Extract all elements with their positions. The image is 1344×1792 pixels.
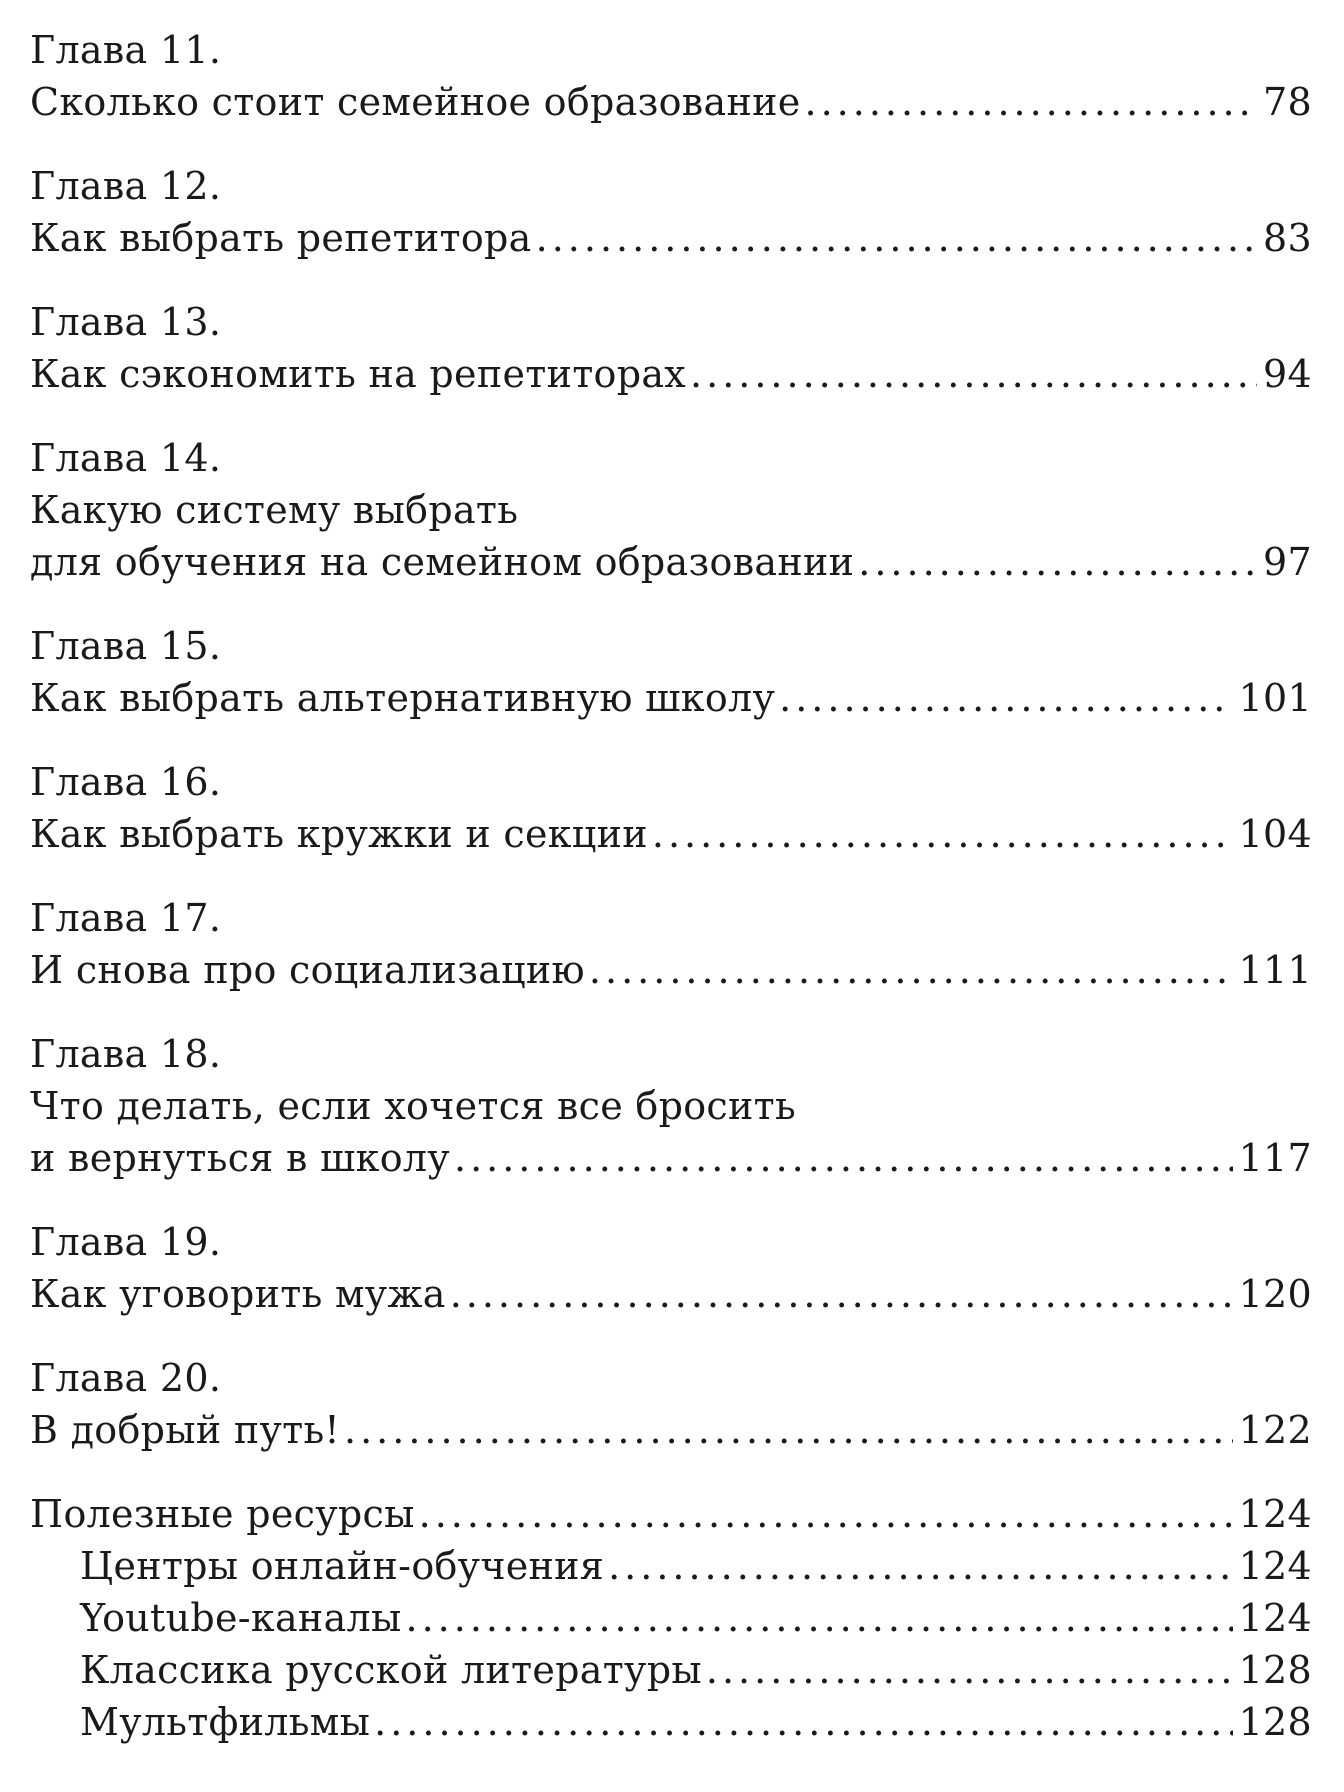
- page-number: 124: [1238, 1492, 1312, 1536]
- dot-leader: [419, 1488, 1233, 1540]
- page-number: 78: [1263, 80, 1312, 124]
- toc-resources-section: [30, 1488, 1312, 1748]
- dot-leader: [450, 1268, 1233, 1320]
- chapter-label: Глава 13.: [30, 300, 222, 344]
- entry-title: Сколько стоит семейное образование: [30, 80, 801, 124]
- dot-leader: [344, 1404, 1233, 1456]
- entry-title: Как выбрать альтернативную школу: [30, 676, 776, 720]
- page-number: 128: [1238, 1648, 1312, 1692]
- chapter-label: Глава 12.: [30, 164, 222, 208]
- toc-chapter-16: [30, 756, 1312, 860]
- entry-title: Центры онлайн-обучения: [80, 1544, 605, 1588]
- entry-title-line[interactable]: Какую систему выбрать: [30, 488, 519, 532]
- entry-title: В добрый путь!: [30, 1408, 340, 1452]
- dot-leader: [406, 1592, 1233, 1644]
- toc-entry[interactable]: [30, 1404, 1312, 1456]
- chapter-label: Глава 17.: [30, 896, 222, 940]
- dot-leader: [652, 808, 1233, 860]
- chapter-label: Глава 20.: [30, 1356, 222, 1400]
- page-number: 117: [1238, 1136, 1312, 1180]
- dot-leader: [805, 76, 1258, 128]
- page-number: 97: [1263, 540, 1312, 584]
- toc-chapter-20: [30, 1352, 1312, 1456]
- page-number: 128: [1238, 1700, 1312, 1744]
- page-number: 94: [1263, 352, 1312, 396]
- page-number: 120: [1238, 1272, 1312, 1316]
- chapter-label: Глава 19.: [30, 1220, 222, 1264]
- dot-leader: [374, 1696, 1232, 1748]
- toc-entry[interactable]: [30, 672, 1312, 724]
- chapter-label: Глава 15.: [30, 624, 222, 668]
- entry-title: Классика русской литературы: [80, 1648, 702, 1692]
- toc-chapter-19: [30, 1216, 1312, 1320]
- toc-chapter-17: [30, 892, 1312, 996]
- toc-chapter-12: [30, 160, 1312, 264]
- page-number: 104: [1238, 812, 1312, 856]
- entry-title: Как выбрать кружки и секции: [30, 812, 648, 856]
- toc-chapter-14: [30, 432, 1312, 588]
- toc-entry[interactable]: [30, 808, 1312, 860]
- page-number: 124: [1238, 1544, 1312, 1588]
- page-number: 83: [1263, 216, 1312, 260]
- chapter-label: Глава 11.: [30, 28, 222, 72]
- dot-leader: [454, 1132, 1233, 1184]
- toc-chapter-18: [30, 1028, 1312, 1184]
- dot-leader: [589, 944, 1233, 996]
- page-number: 122: [1238, 1408, 1312, 1452]
- toc-entry[interactable]: [30, 536, 1312, 588]
- entry-title: и вернуться в школу: [30, 1136, 450, 1180]
- page-number: 101: [1238, 676, 1312, 720]
- dot-leader: [536, 212, 1257, 264]
- page-number: 111: [1238, 948, 1312, 992]
- toc-entry[interactable]: [30, 348, 1312, 400]
- table-of-contents: [30, 24, 1312, 1748]
- page-number: 124: [1238, 1596, 1312, 1640]
- toc-entry[interactable]: [30, 1488, 1312, 1540]
- entry-title: Полезные ресурсы: [30, 1492, 415, 1536]
- dot-leader: [779, 672, 1232, 724]
- entry-title: Мультфильмы: [80, 1700, 371, 1744]
- toc-entry[interactable]: [30, 1132, 1312, 1184]
- dot-leader: [690, 348, 1257, 400]
- entry-title: Youtube-каналы: [80, 1596, 402, 1640]
- toc-entry[interactable]: [30, 76, 1312, 128]
- toc-entry[interactable]: [30, 944, 1312, 996]
- toc-chapter-15: [30, 620, 1312, 724]
- toc-entry[interactable]: [30, 212, 1312, 264]
- toc-subentry[interactable]: [30, 1592, 1312, 1644]
- dot-leader: [706, 1644, 1233, 1696]
- toc-chapter-11: [30, 24, 1312, 128]
- toc-chapter-13: [30, 296, 1312, 400]
- chapter-label: Глава 14.: [30, 436, 222, 480]
- entry-title: Как уговорить мужа: [30, 1272, 446, 1316]
- chapter-label: Глава 16.: [30, 760, 222, 804]
- dot-leader: [858, 536, 1257, 588]
- entry-title-line[interactable]: Что делать, если хочется все бросить: [30, 1084, 796, 1128]
- entry-title: Как выбрать репетитора: [30, 216, 532, 260]
- entry-title: для обучения на семейном образовании: [30, 540, 855, 584]
- toc-entry[interactable]: [30, 1268, 1312, 1320]
- entry-title: И снова про социализацию: [30, 948, 585, 992]
- entry-title: Как сэкономить на репетиторах: [30, 352, 687, 396]
- toc-subentry[interactable]: [30, 1644, 1312, 1696]
- chapter-label: Глава 18.: [30, 1032, 222, 1076]
- dot-leader: [608, 1540, 1232, 1592]
- toc-subentry[interactable]: [30, 1696, 1312, 1748]
- toc-subentry[interactable]: [30, 1540, 1312, 1592]
